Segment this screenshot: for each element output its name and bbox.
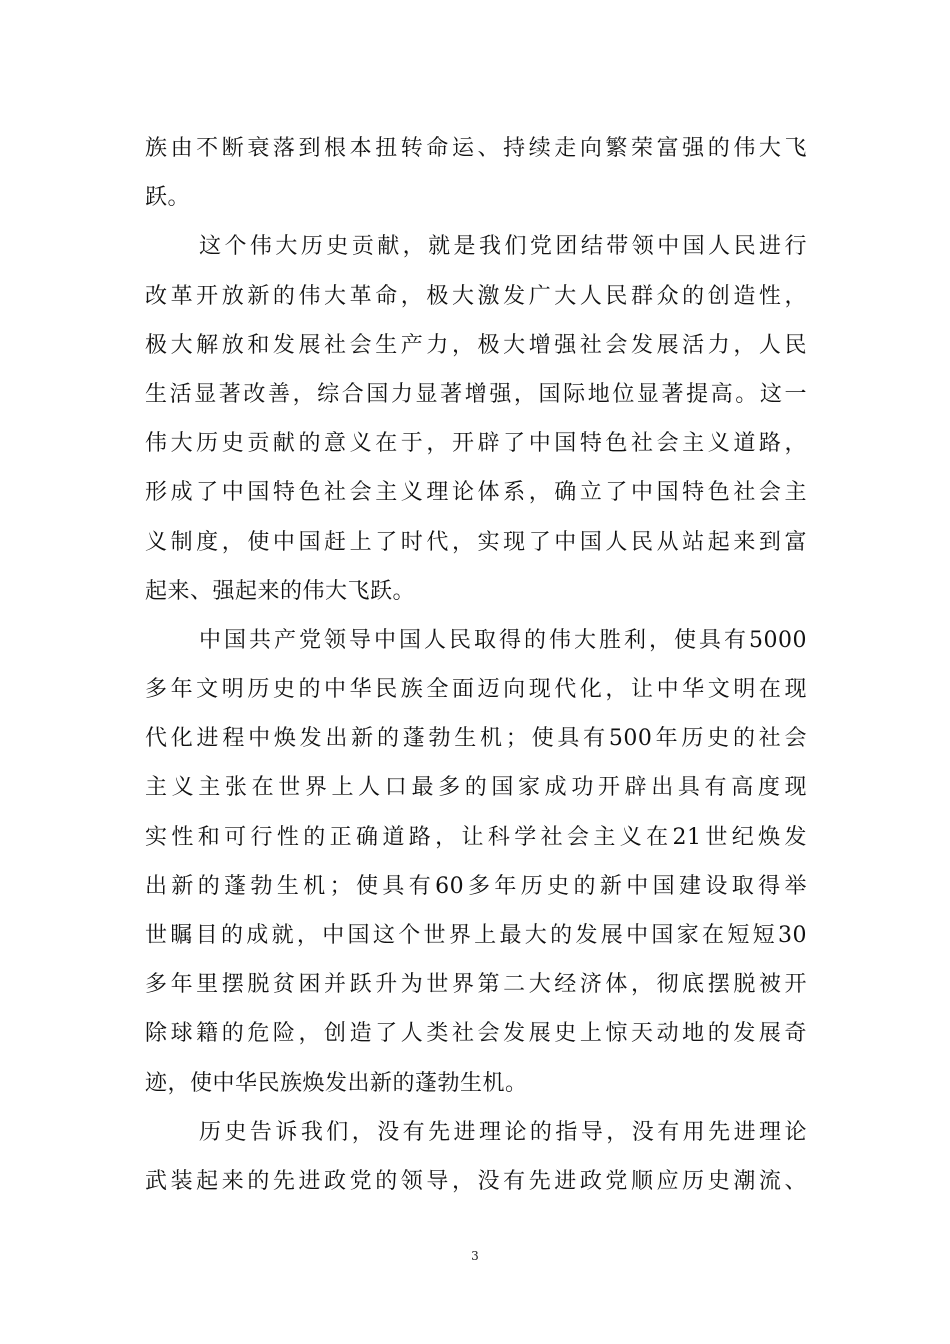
text-line: 多年里摆脱贫困并跃升为世界第二大经济体，彻底摆脱被开 <box>145 972 807 998</box>
text-line: 迹，使中华民族焕发出新的蓬勃生机。 <box>145 1070 528 1096</box>
text-line: 世瞩目的成就，中国这个世界上最大的发展中国家在短短30 <box>145 923 807 948</box>
text-line: 这个伟大历史贡献，就是我们党团结带领中国人民进行 <box>199 234 807 260</box>
text-line: 形成了中国特色社会主义理论体系，确立了中国特色社会主 <box>145 480 807 506</box>
text-line: 武装起来的先进政党的领导，没有先进政党顺应历史潮流、 <box>145 1168 807 1194</box>
text-line: 义制度，使中国赶上了时代，实现了中国人民从站起来到富 <box>145 529 807 555</box>
text-line: 中国共产党领导中国人民取得的伟大胜利，使具有5000 <box>199 627 807 653</box>
text-line: 出新的蓬勃生机；使具有60多年历史的新中国建设取得举 <box>145 873 807 899</box>
text-line: 生活显著改善，综合国力显著增强，国际地位显著提高。这一 <box>145 381 807 407</box>
text-line: 改革开放新的伟大革命，极大激发广大人民群众的创造性， <box>145 283 807 309</box>
text-line: 族由不断衰落到根本扭转命运、持续走向繁荣富强的伟大飞 <box>145 136 807 161</box>
text-line: 代化进程中焕发出新的蓬勃生机；使具有500年历史的社会 <box>145 726 807 752</box>
text-line: 跃。 <box>145 185 191 211</box>
page-number: 3 <box>471 1249 479 1263</box>
text-line: 实性和可行性的正确道路，让科学社会主义在21世纪焕发 <box>145 824 807 850</box>
body-text <box>145 124 807 1206</box>
text-line: 主义主张在世界上人口最多的国家成功开辟出具有高度现 <box>145 775 807 801</box>
text-line: 极大解放和发展社会生产力，极大增强社会发展活力，人民 <box>145 332 807 358</box>
text-line: 除球籍的危险，创造了人类社会发展史上惊天动地的发展奇 <box>145 1021 807 1047</box>
text-line: 起来、强起来的伟大飞跃。 <box>145 578 416 604</box>
text-line: 历史告诉我们，没有先进理论的指导，没有用先进理论 <box>199 1119 807 1145</box>
text-line: 多年文明历史的中华民族全面迈向现代化，让中华文明在现 <box>145 677 807 703</box>
text-line: 伟大历史贡献的意义在于，开辟了中国特色社会主义道路， <box>145 431 807 457</box>
